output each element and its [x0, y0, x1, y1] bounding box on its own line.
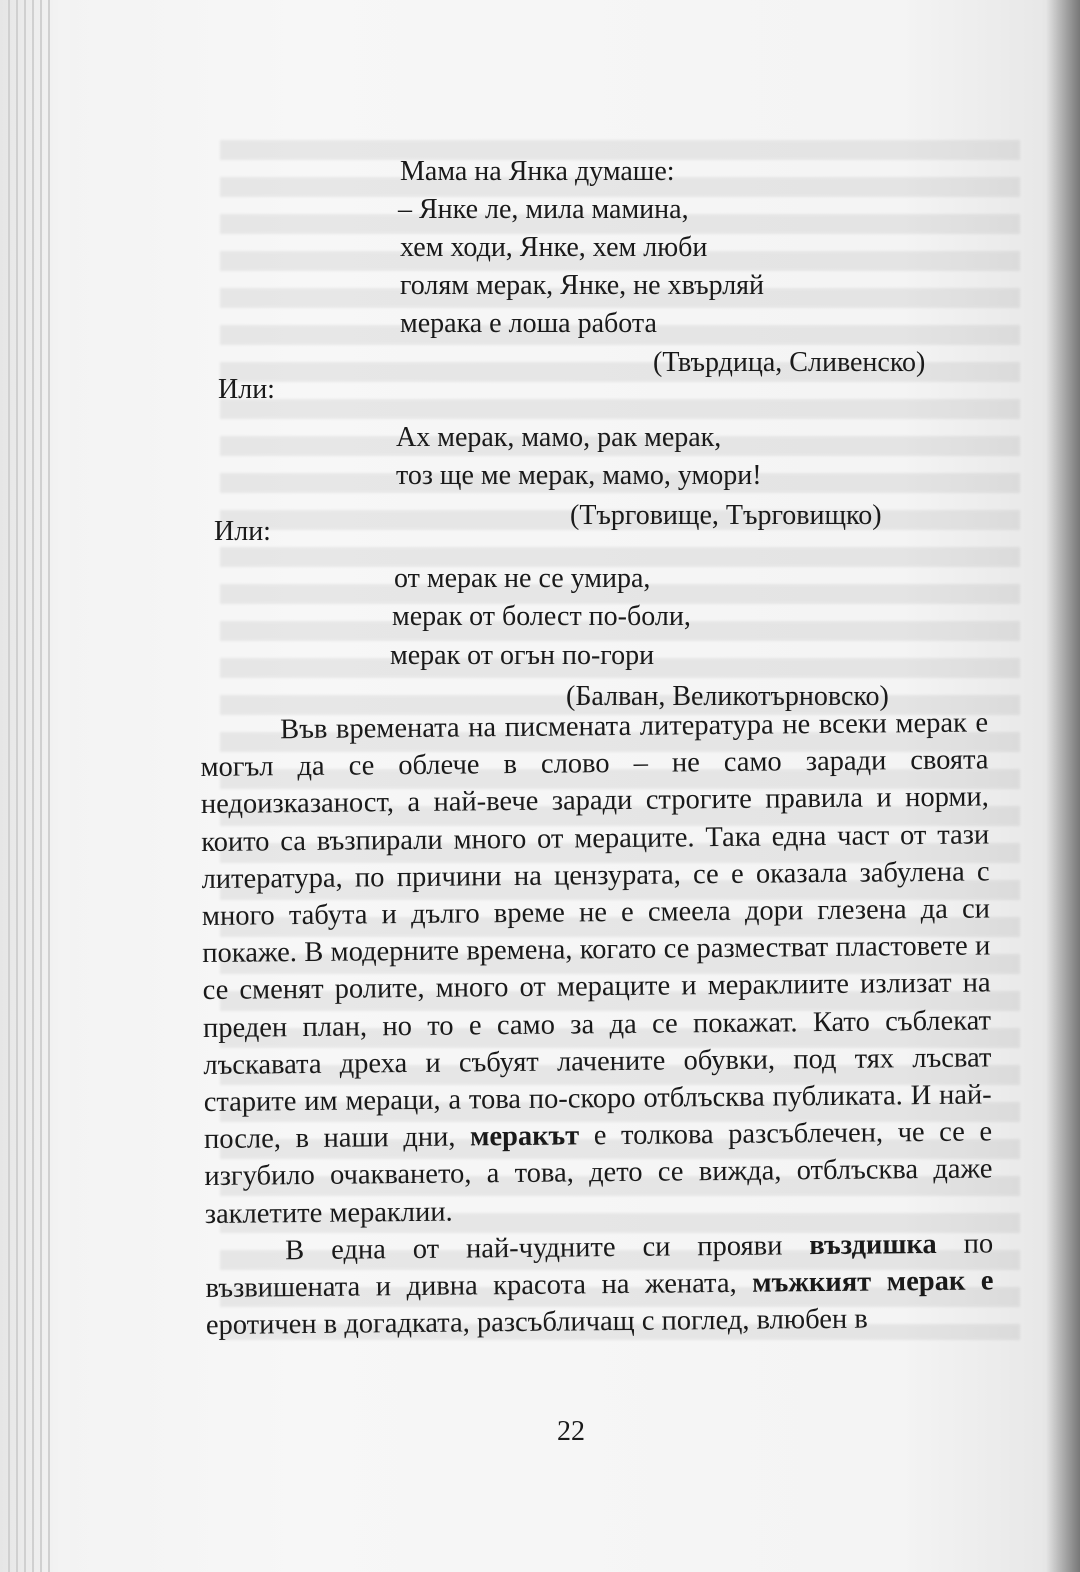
body-text — [200, 704, 994, 1344]
poem1-line: – Янке ле, мила мамина, — [398, 194, 689, 225]
page-number: 22 — [557, 1416, 585, 1447]
poem3-line: от мерак не се умира, — [394, 563, 651, 594]
paragraph: В една от най-чудните си прояви въздишка по възвишената и дивна красота на жената, мъжкият мерак е еротичен в догадката, разсъбличащ с поглед, влюбен в — [205, 1228, 994, 1342]
page-edge — [24, 0, 26, 1572]
poem1-line: хем ходи, Янке, хем люби — [400, 232, 708, 263]
poem2-line: Ах мерак, мамо, рак мерак, — [396, 422, 722, 453]
poem2-source: (Търговище, Търговищко) — [570, 500, 882, 531]
connector-ili: Или: — [218, 374, 275, 405]
connector-ili: Или: — [214, 516, 271, 547]
poem2-line: тоз ще ме мерак, мамо, умори! — [396, 460, 762, 491]
poem1-line: голям мерак, Янке, не хвърляй — [400, 270, 765, 301]
poem3-line: мерак от болест по-боли, — [392, 601, 691, 632]
page-edge — [48, 0, 50, 1572]
poem1-source: (Твърдица, Сливенско) — [653, 347, 926, 378]
bold-term: мъжкият мерак е — [752, 1265, 994, 1299]
bold-term: въздишка — [809, 1228, 937, 1262]
page-edge — [16, 0, 18, 1572]
bold-term: меракът — [469, 1120, 580, 1153]
paragraph: Във времената на писмената литература не всеки мерак е могъл да се облече в слово – не само заради своята недоизказаност, а най-вече заради строгите правила и норми, които са възпирали много от мераците. Така една част от тази литература, по причини на цензурата, се е оказала забулена с много табута и дълго време не е смеела дори глезена да си покаже. В модерните времена, когато се разместват пластовете и се сменят ролите, много от мераците и мераклиите излизат на преден план, но то е само за да се покажат. Като съблекат лъскавата дреха и събуят лачените обувки, под тях лъсват старите им мераци, а това по-скоро отблъсква публиката. И най-после, в наши дни, меракът е толкова разсъблечен, че се е изгубило очакването, а това, дето се вижда, отблъсква даже заклетите мераклии. — [200, 707, 993, 1230]
poem3-source: (Балван, Великотърновско) — [566, 681, 889, 712]
page-edge — [32, 0, 34, 1572]
poem1-line: Мама на Янка думаше: — [400, 156, 675, 187]
page-edge — [8, 0, 10, 1572]
poem1-line: мерака е лоша работа — [400, 308, 657, 339]
poem3-line: мерак от огън по-гори — [390, 640, 655, 671]
spine-shadow — [1046, 0, 1080, 1572]
page-edge — [40, 0, 42, 1572]
